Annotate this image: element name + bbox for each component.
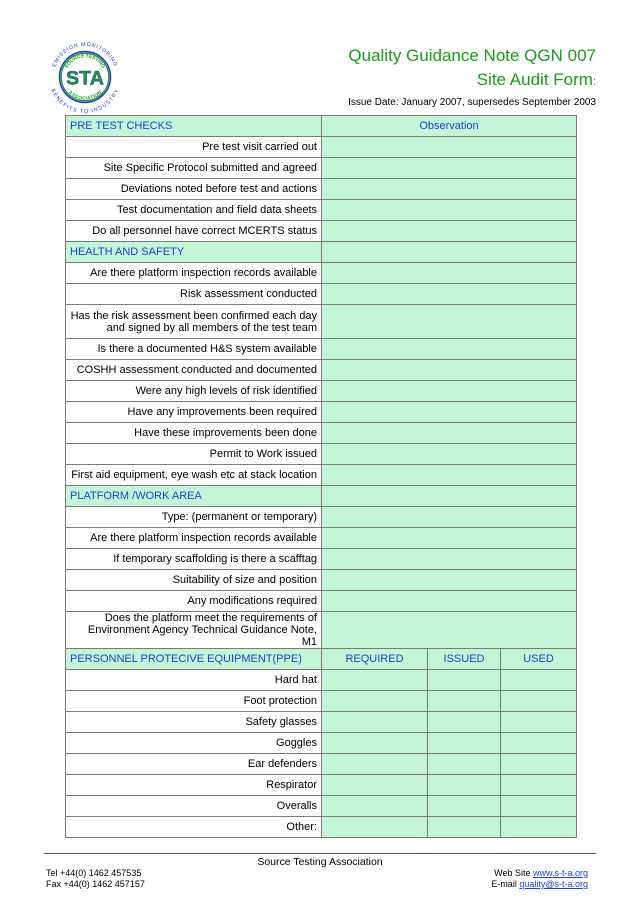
observation-cell[interactable]: [322, 591, 577, 612]
table-row: [66, 507, 577, 528]
issued-cell[interactable]: [428, 817, 501, 838]
footer-association: Source Testing Association: [257, 856, 383, 868]
required-cell[interactable]: [322, 712, 428, 733]
ppe-item: Respirator: [66, 775, 322, 796]
table-row: [66, 712, 577, 733]
footer-fax: Fax +44(0) 1462 457157: [46, 879, 145, 889]
checklist-question: If temporary scaffolding is there a scafftag: [66, 549, 322, 570]
issued-cell[interactable]: [428, 670, 501, 691]
section-heading-platform: PLATFORM /WORK AREA: [66, 486, 322, 507]
logo-inner-top-text: SOURCE TESTING: [64, 54, 106, 70]
used-cell[interactable]: [501, 712, 577, 733]
required-cell[interactable]: [322, 817, 428, 838]
table-row: [66, 200, 577, 221]
table-row: [66, 444, 577, 465]
checklist-question: Have any improvements been required: [66, 402, 322, 423]
checklist-question: Type: (permanent or temporary): [66, 507, 322, 528]
used-cell[interactable]: [501, 670, 577, 691]
sta-logo: [44, 36, 126, 118]
table-row: [66, 591, 577, 612]
checklist-question: Are there platform inspection records available: [66, 528, 322, 549]
used-cell[interactable]: [501, 775, 577, 796]
required-cell[interactable]: [322, 754, 428, 775]
checklist-question: Does the platform meet the requirements of Environment Agency Technical Guidance Note, M1: [66, 612, 322, 649]
table-row: [66, 465, 577, 486]
observation-cell[interactable]: [322, 507, 577, 528]
subtitle-text: Site Audit Form: [476, 70, 593, 89]
table-row: [66, 549, 577, 570]
table-row: [66, 305, 577, 339]
table-row: [66, 402, 577, 423]
observation-cell[interactable]: [322, 360, 577, 381]
table-row: [66, 179, 577, 200]
ppe-item: Overalls: [66, 796, 322, 817]
site-audit-table: [65, 115, 577, 838]
table-row: [66, 158, 577, 179]
section-heading-health-safety: HEALTH AND SAFETY: [66, 242, 322, 263]
checklist-question: Permit to Work issued: [66, 444, 322, 465]
observation-cell[interactable]: [322, 528, 577, 549]
required-column-header: REQUIRED: [322, 649, 428, 670]
observation-cell[interactable]: [322, 339, 577, 360]
email-link[interactable]: quality@s-t-a.org: [519, 879, 588, 889]
issued-cell[interactable]: [428, 712, 501, 733]
used-cell[interactable]: [501, 754, 577, 775]
observation-cell[interactable]: [322, 305, 577, 339]
issued-cell[interactable]: [428, 775, 501, 796]
table-row: [66, 612, 577, 649]
observation-cell[interactable]: [322, 381, 577, 402]
website-label: Web Site: [494, 868, 533, 878]
checklist-question: Pre test visit carried out: [66, 137, 322, 158]
observation-cell[interactable]: [322, 200, 577, 221]
logo-inner-bottom-text: ASSOCIATION: [66, 90, 104, 102]
observation-cell[interactable]: [322, 179, 577, 200]
observation-cell[interactable]: [322, 137, 577, 158]
required-cell[interactable]: [322, 691, 428, 712]
used-column-header: USED: [501, 649, 577, 670]
checklist-question: Are there platform inspection records available: [66, 263, 322, 284]
checklist-question: Test documentation and field data sheets: [66, 200, 322, 221]
used-cell[interactable]: [501, 796, 577, 817]
section-header-fill: [322, 242, 577, 263]
table-row: [66, 775, 577, 796]
table-row: [66, 570, 577, 591]
logo-ring-bottom-text: BENEFITS TO INDUSTRY: [49, 87, 121, 116]
checklist-question: Site Specific Protocol submitted and agreed: [66, 158, 322, 179]
section-header-row: [66, 116, 577, 137]
table-row: [66, 339, 577, 360]
checklist-question: First aid equipment, eye wash etc at stack location: [66, 465, 322, 486]
table-row: [66, 263, 577, 284]
logo-ring-top-text: EMISSION MONITORING: [51, 41, 119, 68]
table-row: [66, 381, 577, 402]
observation-cell[interactable]: [322, 444, 577, 465]
observation-cell[interactable]: [322, 570, 577, 591]
checklist-question: Have these improvements been done: [66, 423, 322, 444]
checklist-question: Is there a documented H&S system available: [66, 339, 322, 360]
website-link[interactable]: www.s-t-a.org: [532, 868, 588, 878]
observation-cell[interactable]: [322, 158, 577, 179]
issued-cell[interactable]: [428, 796, 501, 817]
observation-cell[interactable]: [322, 402, 577, 423]
required-cell[interactable]: [322, 670, 428, 691]
observation-cell[interactable]: [322, 221, 577, 242]
checklist-question: Do all personnel have correct MCERTS status: [66, 221, 322, 242]
required-cell[interactable]: [322, 796, 428, 817]
observation-cell[interactable]: [322, 423, 577, 444]
section-header-row: [66, 486, 577, 507]
svg-text:ASSOCIATION: [67, 89, 104, 102]
issued-column-header: ISSUED: [428, 649, 501, 670]
ppe-item: Foot protection: [66, 691, 322, 712]
issue-date: Issue Date: January 2007, supersedes September 2003: [348, 97, 596, 108]
checklist-question: Deviations noted before test and actions: [66, 179, 322, 200]
table-row: [66, 817, 577, 838]
observation-cell[interactable]: [322, 612, 577, 649]
observation-cell[interactable]: [322, 284, 577, 305]
table-row: [66, 284, 577, 305]
checklist-question: Any modifications required: [66, 591, 322, 612]
required-cell[interactable]: [322, 733, 428, 754]
issued-cell[interactable]: [428, 754, 501, 775]
issued-cell[interactable]: [428, 733, 501, 754]
table-row: [66, 221, 577, 242]
section-header-row: [66, 242, 577, 263]
table-row: [66, 137, 577, 158]
checklist-question: Were any high levels of risk identified: [66, 381, 322, 402]
used-cell[interactable]: [501, 817, 577, 838]
ppe-item: Goggles: [66, 733, 322, 754]
section-header-fill: [322, 486, 577, 507]
ppe-item: Other:: [66, 817, 322, 838]
observation-cell[interactable]: [322, 263, 577, 284]
table-row: [66, 528, 577, 549]
section-heading-pre-test: PRE TEST CHECKS: [66, 116, 322, 137]
table-row: [66, 733, 577, 754]
footer-telephone: Tel +44(0) 1462 457535: [46, 868, 142, 878]
subtitle-colon: :: [592, 76, 596, 88]
issued-cell[interactable]: [428, 691, 501, 712]
document-title: Quality Guidance Note QGN 007: [348, 46, 596, 65]
table-row: [66, 423, 577, 444]
email-label: E-mail: [491, 879, 520, 889]
footer-email: [491, 879, 588, 889]
used-cell[interactable]: [501, 691, 577, 712]
checklist-question: Suitability of size and position: [66, 570, 322, 591]
footer-divider: [44, 853, 596, 854]
document-subtitle: [477, 70, 596, 90]
section-header-row: [66, 649, 577, 670]
checklist-question: COSHH assessment conducted and documented: [66, 360, 322, 381]
required-cell[interactable]: [322, 775, 428, 796]
table-row: [66, 691, 577, 712]
ppe-item: Safety glasses: [66, 712, 322, 733]
table-row: [66, 796, 577, 817]
observation-column-header: Observation: [322, 116, 577, 137]
observation-cell[interactable]: [322, 465, 577, 486]
table-row: [66, 670, 577, 691]
logo-mark-text: STA: [66, 67, 104, 90]
ppe-item: Hard hat: [66, 670, 322, 691]
observation-cell[interactable]: [322, 549, 577, 570]
footer-website: [494, 868, 588, 878]
section-heading-ppe: PERSONNEL PROTECIVE EQUIPMENT(PPE): [66, 649, 322, 670]
used-cell[interactable]: [501, 733, 577, 754]
table-row: [66, 754, 577, 775]
table-row: [66, 360, 577, 381]
checklist-question: Has the risk assessment been confirmed each day and signed by all members of the test team: [66, 305, 322, 339]
ppe-item: Ear defenders: [66, 754, 322, 775]
checklist-question: Risk assessment conducted: [66, 284, 322, 305]
